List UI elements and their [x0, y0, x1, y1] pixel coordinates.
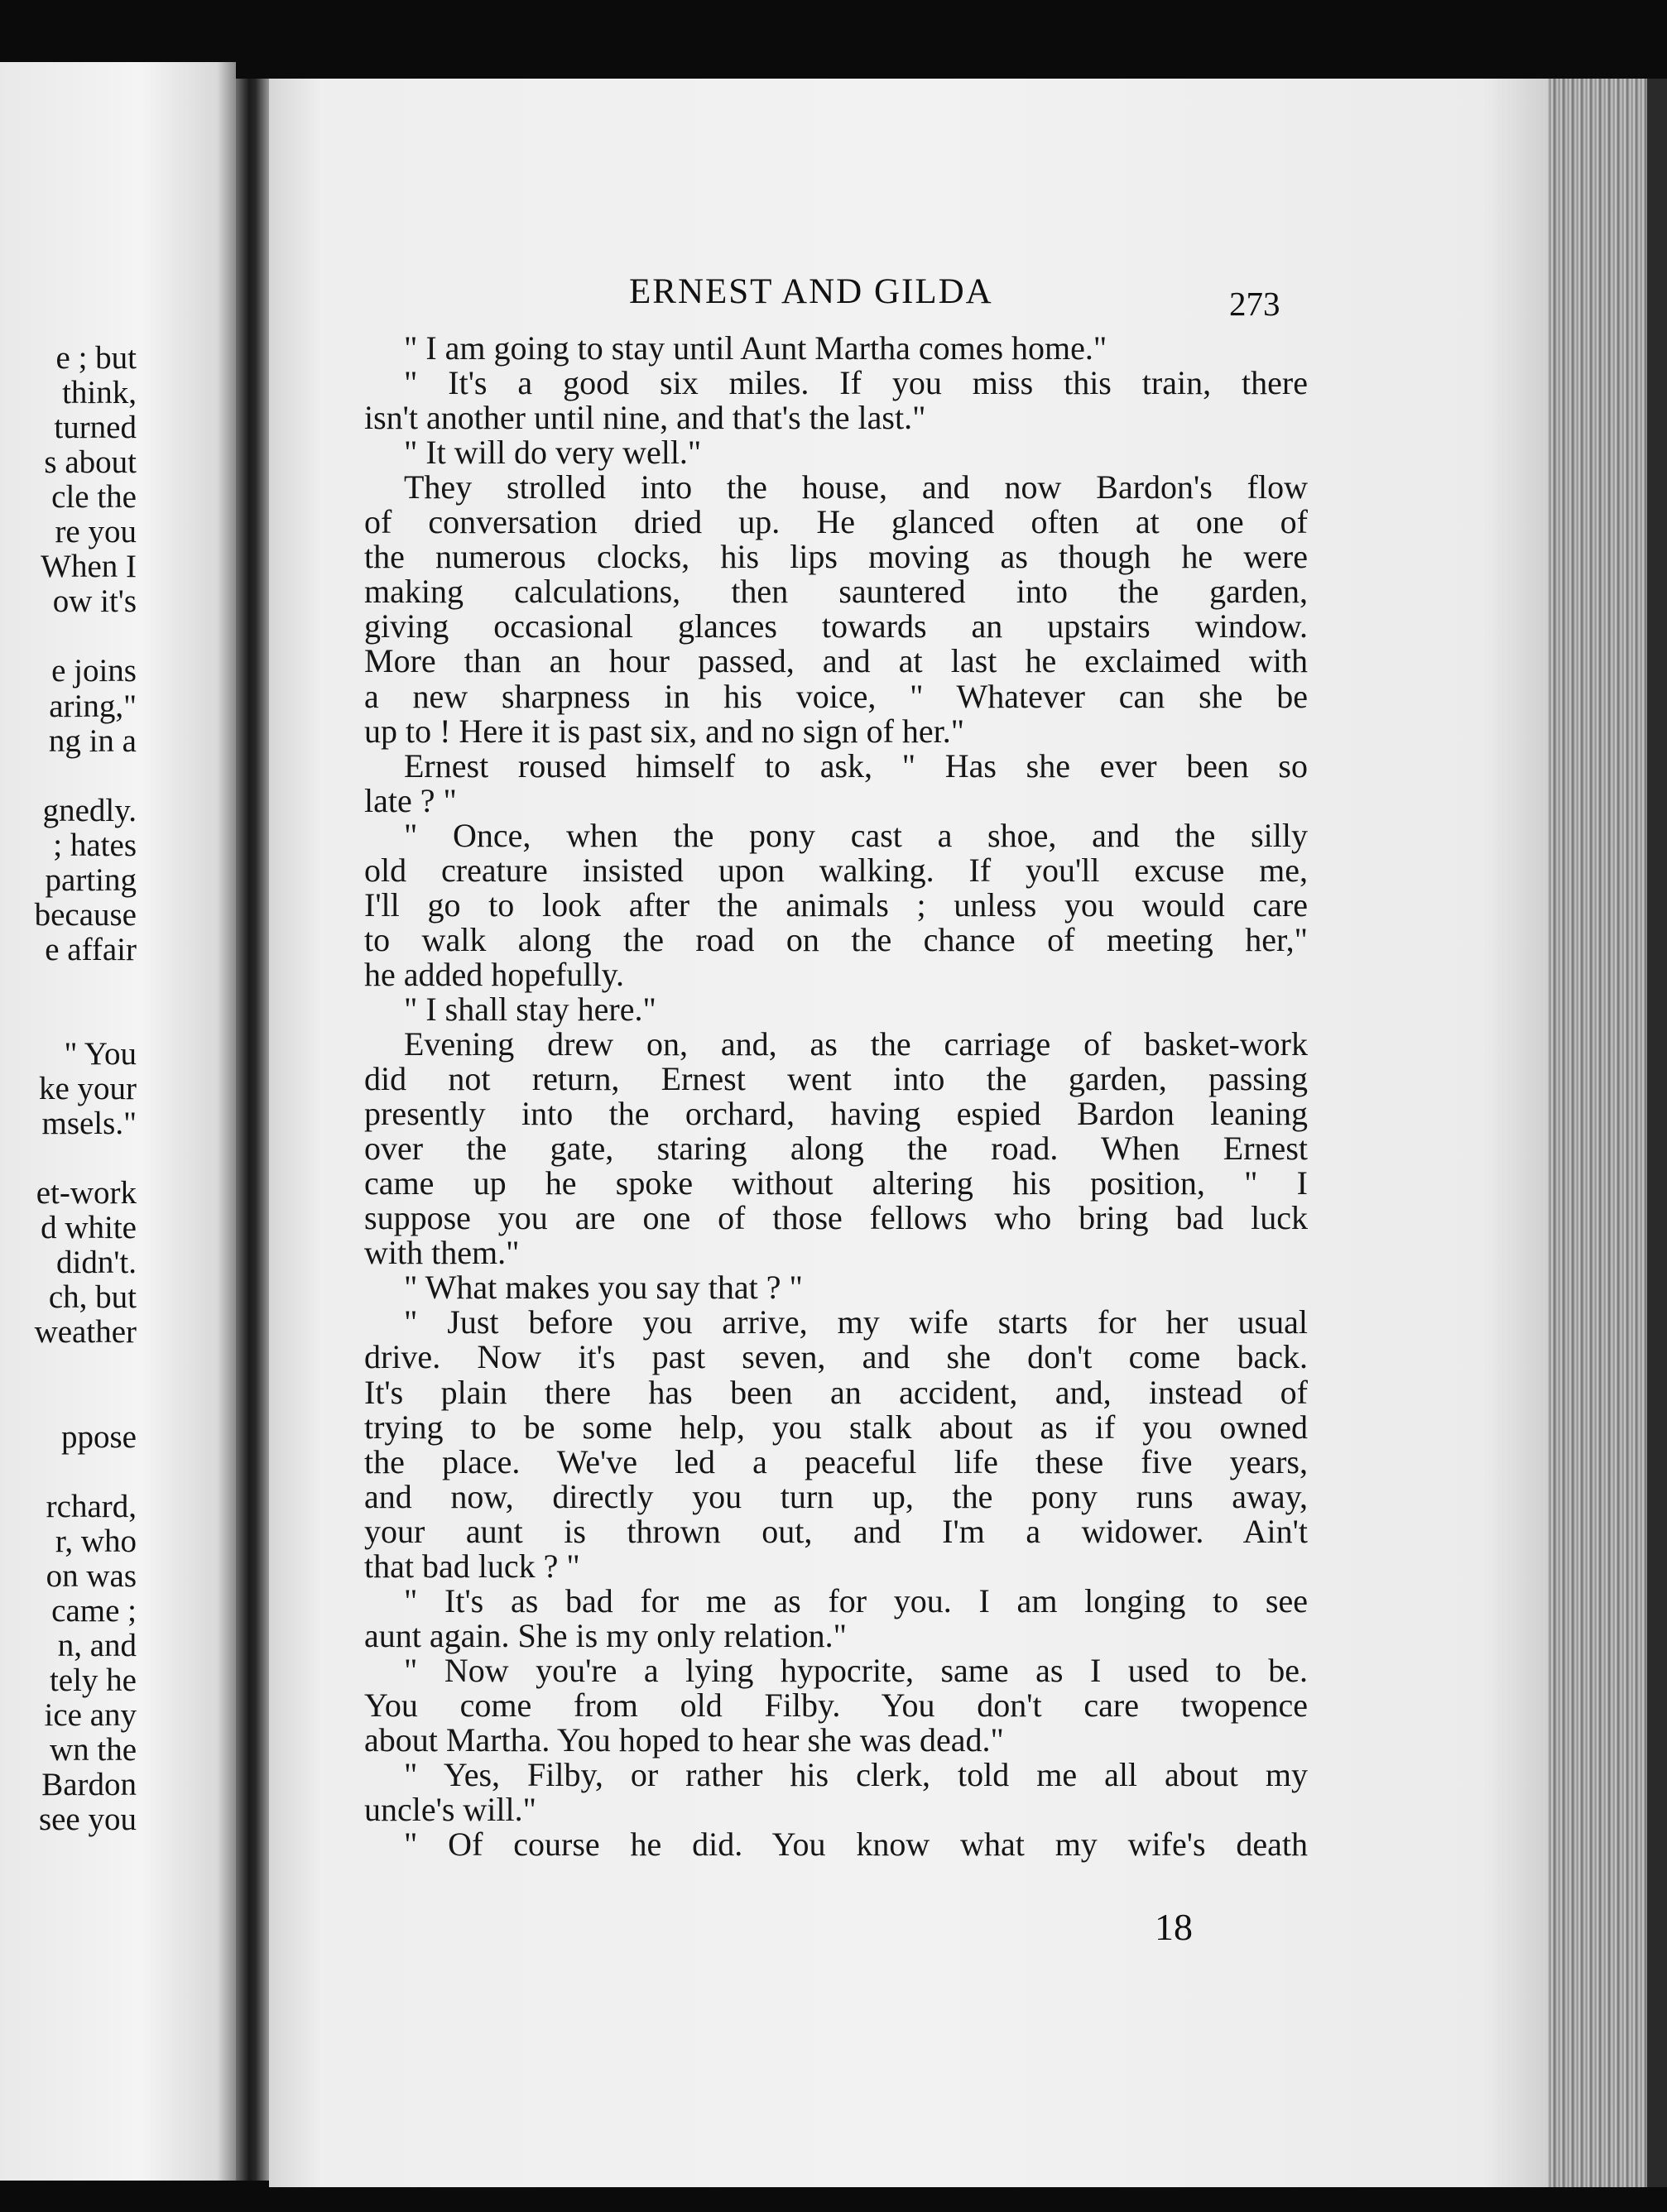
- text-line: They strolled into the house, and now Bardon's flow: [404, 468, 1308, 506]
- text-line: It's plain there has been an accident, and, instead of: [364, 1373, 1308, 1411]
- text-line: aunt again. She is my only relation.": [364, 1616, 847, 1654]
- left-page-line: ppose: [61, 1418, 137, 1455]
- text-line: You come from old Filby. You don't care twopence: [364, 1686, 1308, 1724]
- text-line: " It's as bad for me as for you. I am longing to see: [404, 1581, 1308, 1619]
- left-page-line: Bardon: [41, 1767, 137, 1803]
- text-line: over the gate, staring along the road. When Ernest: [364, 1130, 1308, 1168]
- text-line: " I shall stay here.": [404, 990, 656, 1028]
- left-page-line: s about: [44, 444, 137, 481]
- text-line: presently into the orchard, having espied Bardon leaning: [364, 1095, 1308, 1133]
- text-line: late ? ": [364, 781, 457, 819]
- text-line: with them.": [364, 1234, 520, 1272]
- left-page-line: gnedly.: [42, 792, 137, 828]
- text-line: about Martha. You hoped to hear she was dead.": [364, 1721, 1004, 1759]
- text-line: More than an hour passed, and at last he exclaimed with: [364, 642, 1308, 680]
- left-page-line: turned: [54, 410, 137, 446]
- left-page-line: because: [34, 896, 137, 933]
- text-line: a new sharpness in his voice, " Whatever can she be: [364, 677, 1308, 715]
- left-page-line: When I: [41, 549, 137, 585]
- left-page-line: cle the: [51, 479, 137, 516]
- text-line: " Yes, Filby, or rather his clerk, told me all about my: [404, 1756, 1308, 1794]
- page-edge: [1548, 79, 1647, 2187]
- text-line: " What makes you say that ? ": [404, 1269, 803, 1307]
- left-page-line: e joins: [51, 653, 137, 689]
- text-line: " Now you're a lying hypocrite, same as I used to be.: [404, 1651, 1308, 1689]
- left-page-line: " You: [64, 1036, 137, 1072]
- left-page-line: aring,": [49, 688, 137, 724]
- text-line: " Once, when the pony cast a shoe, and the silly: [404, 816, 1308, 854]
- text-line: Evening drew on, and, as the carriage of basket-work: [404, 1025, 1308, 1063]
- left-page-line: didn't.: [56, 1245, 137, 1281]
- left-page-line: re you: [55, 514, 137, 550]
- text-line: of conversation dried up. He glanced often at one of: [364, 503, 1308, 541]
- text-line: drive. Now it's past seven, and she don't come back.: [364, 1338, 1308, 1376]
- text-line: isn't another until nine, and that's the last.": [364, 399, 926, 437]
- left-page-line: came ;: [51, 1592, 137, 1629]
- left-page-line: on was: [46, 1557, 137, 1594]
- left-page-line: r, who: [55, 1523, 137, 1559]
- left-page-line: parting: [45, 861, 137, 898]
- text-line: old creature insisted upon walking. If you'll excuse me,: [364, 851, 1308, 889]
- text-line: " Of course he did. You know what my wife's death: [404, 1826, 1308, 1864]
- left-page-line: weather: [34, 1314, 137, 1351]
- text-line: did not return, Ernest went into the garden, passing: [364, 1060, 1308, 1098]
- left-page-line: et-work: [36, 1175, 137, 1212]
- text-line: Ernest roused himself to ask, " Has she ever been so: [404, 746, 1308, 785]
- text-line: I'll go to look after the animals ; unless you would care: [364, 885, 1308, 924]
- left-page-line: n, and: [57, 1627, 137, 1663]
- left-page-line: ke your: [38, 1071, 137, 1107]
- left-page-line: rchard,: [46, 1488, 137, 1524]
- left-page-line: e affair: [45, 931, 137, 967]
- page-edge-shadow: [1647, 79, 1667, 2187]
- left-page: [0, 62, 236, 2181]
- left-page-line: wn the: [49, 1732, 137, 1768]
- text-line: " Just before you arrive, my wife starts for her usual: [404, 1303, 1308, 1341]
- text-line: suppose you are one of those fellows who bring bad luck: [364, 1199, 1308, 1237]
- left-page-line: tely he: [49, 1662, 137, 1698]
- left-page-line: think,: [62, 375, 137, 411]
- left-page-line: ng in a: [48, 722, 137, 759]
- text-line: " It will do very well.": [404, 434, 702, 472]
- text-line: " I am going to stay until Aunt Martha comes home.": [404, 329, 1107, 367]
- text-line: making calculations, then sauntered into the garden,: [364, 573, 1308, 611]
- left-page-line: msels.": [41, 1106, 137, 1142]
- text-line: up to ! Here it is past six, and no sign of her.": [364, 712, 965, 750]
- text-line: that bad luck ? ": [364, 1547, 580, 1585]
- left-page-line: d white: [41, 1210, 137, 1246]
- text-line: uncle's will.": [364, 1791, 536, 1829]
- text-line: trying to be some help, you stalk about as if you owned: [364, 1408, 1308, 1446]
- text-line: came up he spoke without altering his position, " I: [364, 1164, 1308, 1202]
- text-line: he added hopefully.: [364, 955, 624, 993]
- signature-mark: 18: [1155, 1906, 1193, 1948]
- text-line: and now, directly you turn up, the pony runs away,: [364, 1477, 1308, 1515]
- left-page-line: ; hates: [53, 827, 137, 863]
- page-number: 273: [1229, 285, 1280, 323]
- running-head: ERNEST AND GILDA: [629, 272, 993, 311]
- text-line: to walk along the road on the chance of meeting her,": [364, 920, 1308, 958]
- text-line: giving occasional glances towards an upstairs window.: [364, 607, 1308, 645]
- text-line: your aunt is thrown out, and I'm a widower. Ain't: [364, 1512, 1308, 1550]
- left-page-line: ch, but: [48, 1279, 137, 1316]
- book-gutter: [236, 79, 269, 2181]
- text-line: the numerous clocks, his lips moving as though he were: [364, 538, 1308, 576]
- text-line: the place. We've led a peaceful life these five years,: [364, 1442, 1308, 1480]
- left-page-line: ice any: [44, 1696, 137, 1733]
- left-page-line: e ; but: [55, 340, 137, 376]
- text-line: " It's a good six miles. If you miss this train, there: [404, 364, 1308, 402]
- left-page-line: see you: [38, 1802, 137, 1838]
- left-page-line: ow it's: [52, 583, 137, 620]
